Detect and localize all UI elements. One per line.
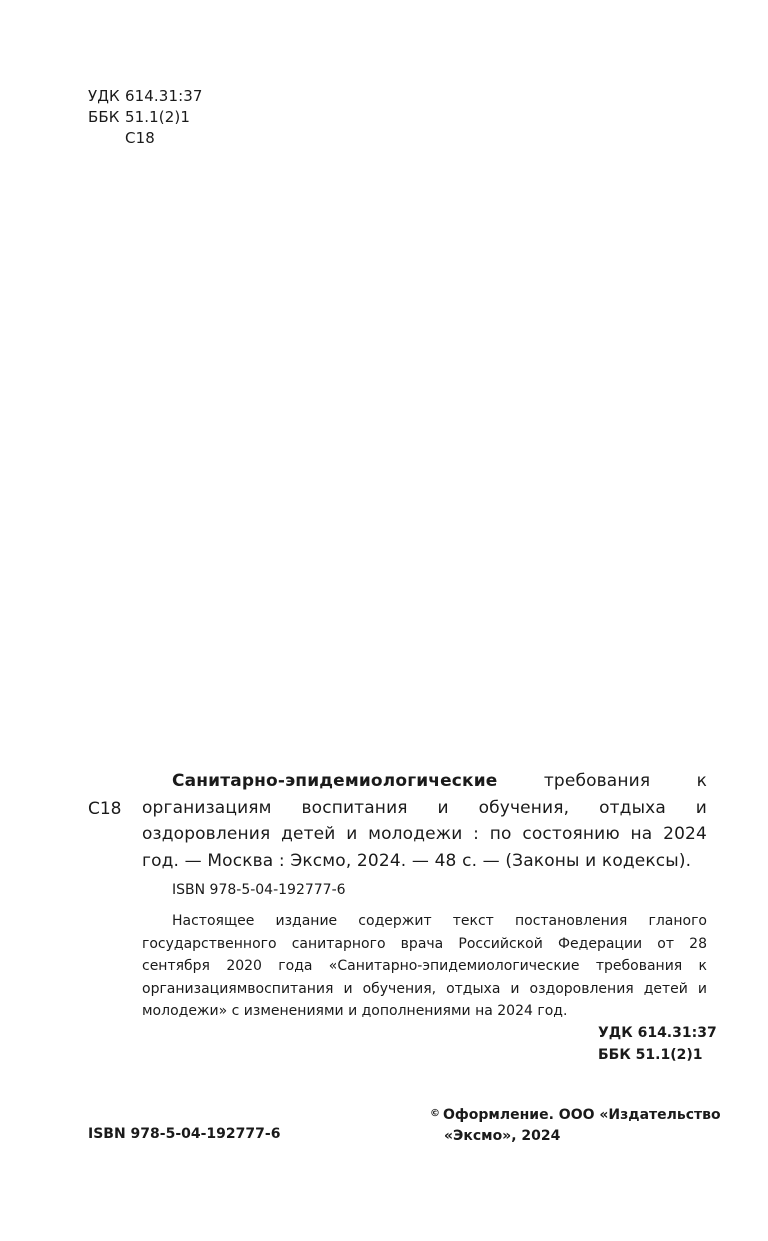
- udk-label: УДК: [88, 87, 120, 105]
- footer-isbn: ISBN 978-5-04-192777-6: [88, 1126, 281, 1142]
- classification-codes-top: [88, 86, 203, 149]
- isbn-entry: ISBN 978-5-04-192777-6: [172, 882, 346, 898]
- copyright-sign: ©: [430, 1108, 440, 1119]
- udk-value: 614.31:37: [125, 87, 203, 105]
- udk-row: [88, 86, 203, 107]
- author-mark-top: С18: [125, 129, 155, 147]
- bbk-bottom: ББК 51.1(2)1: [598, 1047, 703, 1063]
- copyright-line-1: Оформление. ООО «Издательство: [443, 1107, 721, 1123]
- title-rest: требования к организациям воспитания и обучения, отдыха и оздоровления детей и молодежи : по состоянию на 2024 год. — Москва : Эксмо, 2024. — 48 с. — (Законы и кодексы).: [142, 771, 707, 871]
- annotation-text: Настоящее издание содержит текст постановления гланого государственного санитарного врача Российской Федерации от 28 сентября 2020 года «Санитарно-эпидемиологические требования к организациямвоспитания и обучения, отдыха и оздоровления детей и молодежи» с изменениями и дополнениями на 2024 год.: [142, 913, 707, 1019]
- author-mark-row: [88, 128, 203, 149]
- title-bold: Санитарно-эпидемиологические: [172, 771, 498, 791]
- classification-codes-bottom: [598, 1022, 717, 1066]
- author-mark: С18: [88, 799, 122, 819]
- bbk-label: ББК: [88, 108, 120, 126]
- bbk-value: 51.1(2)1: [125, 108, 190, 126]
- copyright-line-2: «Эксмо», 2024: [444, 1128, 561, 1144]
- udk-bottom: УДК 614.31:37: [598, 1025, 717, 1041]
- copyright-notice: [430, 1103, 721, 1147]
- bibliographic-description: [142, 768, 707, 874]
- bbk-row: [88, 107, 203, 128]
